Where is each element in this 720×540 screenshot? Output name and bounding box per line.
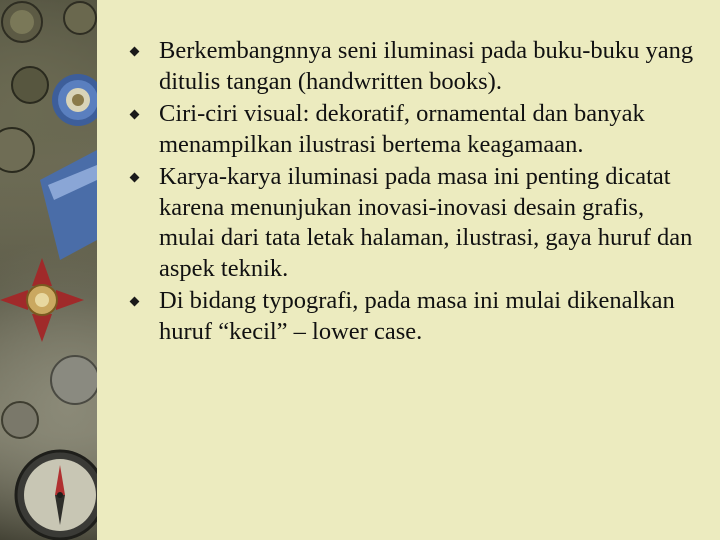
bullet-item bbox=[130, 99, 700, 160]
bullet-text: Di bidang typografi, pada masa ini mulai dikenalkan huruf “kecil” – lower case. bbox=[159, 287, 675, 345]
compass-icon bbox=[16, 451, 97, 539]
coin-shape bbox=[64, 2, 96, 34]
bullet-text: Karya-karya iluminasi pada masa ini penting dicatat karena menunjukan inovasi-inovasi desain grafis, mulai dari tata letak halaman, ilustrasi, gaya huruf dan aspek teknik. bbox=[159, 163, 693, 282]
coin-inner-shape bbox=[10, 10, 34, 34]
bullet-item bbox=[130, 162, 700, 284]
coin-shape bbox=[2, 402, 38, 438]
ribbon-shape bbox=[40, 150, 97, 260]
bullet-diamond-icon bbox=[130, 110, 139, 119]
bullet-diamond-icon bbox=[130, 173, 139, 182]
coin-shape bbox=[12, 67, 48, 103]
bullet-item bbox=[130, 286, 700, 347]
bullet-list bbox=[130, 36, 700, 349]
medal-icon bbox=[0, 258, 84, 342]
bullet-text: Ciri-ciri visual: dekoratif, ornamental dan banyak menampilkan ilustrasi bertema keagamaan. bbox=[159, 100, 645, 158]
coin-shape bbox=[51, 356, 97, 404]
bullet-diamond-icon bbox=[130, 47, 139, 56]
bullet-diamond-icon bbox=[130, 297, 139, 306]
medals-illustration bbox=[0, 0, 97, 540]
bullet-text: Berkembangnnya seni iluminasi pada buku-buku yang ditulis tangan (handwritten books). bbox=[159, 37, 694, 95]
rosette-icon bbox=[52, 74, 97, 126]
bullet-item bbox=[130, 36, 700, 97]
coin-shape bbox=[0, 128, 34, 172]
decorative-medals-image bbox=[0, 0, 97, 540]
